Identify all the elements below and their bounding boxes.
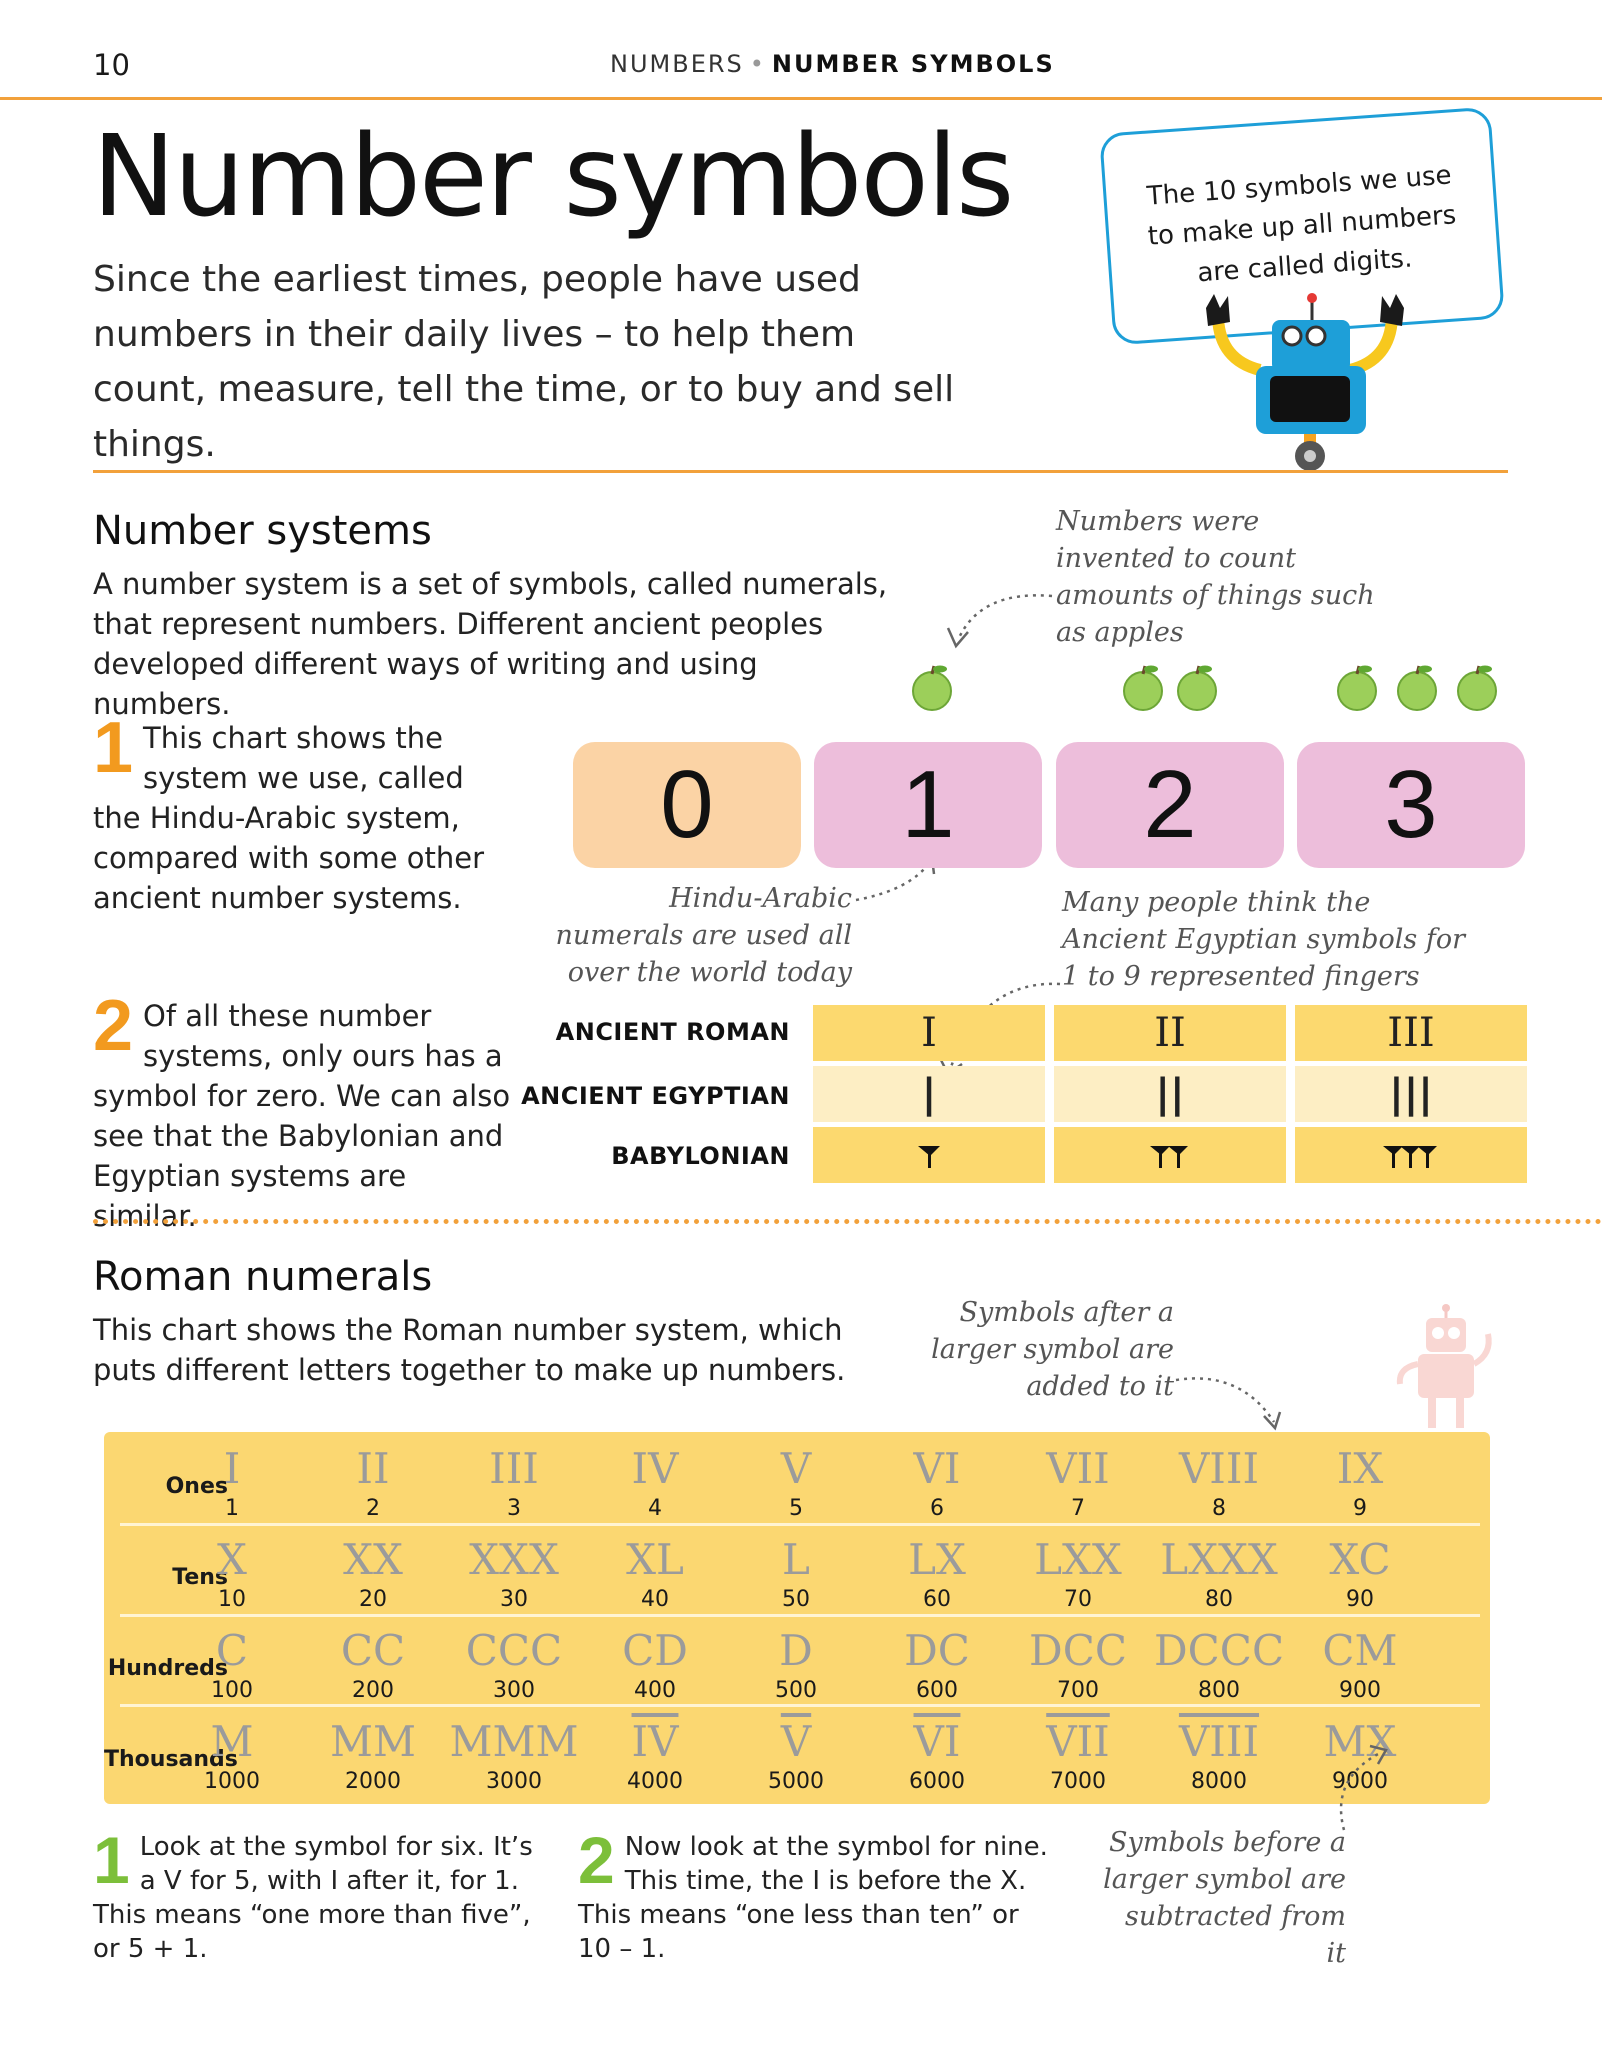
digit-card-three: 3 (1297, 742, 1525, 868)
roman-symbol: DC (904, 1626, 970, 1675)
roman-symbol: CM (1322, 1626, 1398, 1675)
roman-value: 90 (1346, 1587, 1374, 1612)
number-systems-text: A number system is a set of symbols, called numerals, that represent numbers. Different ancient peoples developed different ways of writing and using numbers. (93, 567, 888, 721)
note-symbols-before: Symbols before a larger symbol are subtracted from it (1103, 1827, 1346, 1969)
roman-symbol: $\overline{V}$ (780, 1717, 812, 1766)
roman-tip-2 (578, 1823, 1058, 1966)
roman-value: 4 (648, 1496, 662, 1521)
digit-card-zero: 0 (573, 742, 801, 868)
babylonian-one-icon (914, 1140, 944, 1170)
roman-row-label: Thousands (104, 1747, 238, 1772)
robot-callout-text: The 10 symbols we use to make up all numbers are called digits. (1145, 160, 1458, 289)
babylonian-cell (1054, 1127, 1286, 1183)
roman-symbol: CC (340, 1626, 406, 1675)
roman-value: 600 (916, 1678, 958, 1703)
roman-symbol: LXX (1034, 1535, 1122, 1584)
apple-icon (1392, 662, 1442, 712)
roman-value: 2 (366, 1496, 380, 1521)
dotted-divider (93, 1219, 1602, 1224)
babylonian-row (813, 1127, 1527, 1183)
roman-symbol: IX (1336, 1444, 1384, 1493)
roman-symbol: XC (1329, 1535, 1391, 1584)
roman-numerals-heading: Roman numerals (93, 1254, 433, 1300)
roman-row-label: Hundreds (107, 1656, 228, 1681)
row-divider (120, 1704, 1480, 1707)
roman-symbol: CD (622, 1626, 688, 1675)
number-systems-heading: Number systems (93, 508, 432, 554)
page-title: Number symbols (92, 112, 1013, 242)
arrow-after-icon (1170, 1370, 1290, 1440)
row-label-babylonian: BABYLONIAN (611, 1142, 790, 1170)
roman-symbol: XX (343, 1535, 403, 1584)
roman-symbol: MMM (449, 1717, 579, 1766)
roman-value: 5 (789, 1496, 803, 1521)
running-subsection: NUMBER SYMBOLS (771, 50, 1055, 78)
roman-symbol: $\overline{VI}$ (913, 1717, 961, 1766)
babylonian-three-icon (1381, 1140, 1441, 1170)
roman-tip-1 (93, 1823, 543, 1966)
egyptian-row (813, 1066, 1527, 1122)
roman-value: 100 (211, 1678, 253, 1703)
egyptian-cell: | (813, 1066, 1045, 1122)
roman-symbol: M (210, 1717, 254, 1766)
note-egyptian-fingers: Many people think the Ancient Egyptian symbols for 1 to 9 represented fingers (1062, 887, 1466, 992)
apple-icon (1332, 662, 1382, 712)
roman-symbol: CCC (465, 1626, 563, 1675)
row-divider (120, 1614, 1480, 1617)
roman-row-label: Ones (165, 1474, 228, 1499)
roman-value: 700 (1057, 1678, 1099, 1703)
roman-symbol: III (489, 1444, 539, 1493)
roman-value: 6 (930, 1496, 944, 1521)
roman-value: 4000 (627, 1769, 683, 1794)
tip-2-text: Now look at the symbol for nine. This time, the I is before the X. This means “one less than ten” or 10 – 1. (578, 1832, 1048, 1964)
roman-symbol: LX (908, 1535, 966, 1584)
apple-icon (907, 662, 957, 712)
roman-value: 9000 (1332, 1769, 1388, 1794)
roman-symbol: DCC (1029, 1626, 1127, 1675)
roman-symbol: VIII (1178, 1444, 1260, 1493)
roman-value: 7 (1071, 1496, 1085, 1521)
roman-value: 3000 (486, 1769, 542, 1794)
roman-value: 70 (1064, 1587, 1092, 1612)
roman-value: 9 (1353, 1496, 1367, 1521)
arrow-before-icon (1330, 1738, 1410, 1838)
roman-value: 200 (352, 1678, 394, 1703)
roman-symbol: $\overline{IV}$ (631, 1717, 679, 1766)
roman-cell: III (1295, 1005, 1527, 1061)
roman-value: 1000 (204, 1769, 260, 1794)
running-section: NUMBERS (610, 50, 744, 78)
tip-1-text: Look at the symbol for six. It’s a V for 5, with I after it, for 1. This means “one more than five”, or 5 + 1. (93, 1832, 533, 1964)
row-divider (120, 1523, 1480, 1526)
roman-value: 3 (507, 1496, 521, 1521)
egyptian-cell: || (1054, 1066, 1286, 1122)
roman-row-label: Tens (172, 1565, 228, 1590)
point-2-text: Of all these number systems, only ours has a symbol for zero. We can also see that the Babylonian and Egyptian systems are similar. (93, 999, 511, 1233)
roman-cell: II (1054, 1005, 1286, 1061)
roman-value: 20 (359, 1587, 387, 1612)
roman-symbol: D (779, 1626, 813, 1675)
roman-symbol: L (782, 1535, 810, 1584)
digit-card-two: 2 (1056, 742, 1284, 868)
row-label-egyptian: ANCIENT EGYPTIAN (521, 1082, 790, 1110)
roman-symbol: VII (1046, 1444, 1110, 1493)
intro-text: Since the earliest times, people have used numbers in their daily lives – to help them count, measure, tell the time, or to buy and sell things. (93, 259, 955, 465)
apple-icon (1172, 662, 1222, 712)
roman-value: 1 (225, 1496, 239, 1521)
roman-value: 5000 (768, 1769, 824, 1794)
roman-symbol: MM (329, 1717, 416, 1766)
point-2-number: 2 (93, 986, 134, 1066)
note-symbols-after: Symbols after a larger symbol are added to it (931, 1297, 1174, 1402)
roman-value: 40 (641, 1587, 669, 1612)
roman-value: 60 (923, 1587, 951, 1612)
roman-value: 7000 (1050, 1769, 1106, 1794)
roman-value: 8000 (1191, 1769, 1247, 1794)
row-label-roman: ANCIENT ROMAN (555, 1018, 790, 1046)
roman-value: 10 (218, 1587, 246, 1612)
babylonian-cell (1295, 1127, 1527, 1183)
roman-symbol: DCCC (1154, 1626, 1285, 1675)
roman-value: 300 (493, 1678, 535, 1703)
digit-card-one: 1 (814, 742, 1042, 868)
bullet-dot: • (749, 50, 766, 78)
roman-value: 30 (500, 1587, 528, 1612)
roman-symbol: X (217, 1535, 247, 1584)
babylonian-cell (813, 1127, 1045, 1183)
note-apples: Numbers were invented to count amounts of things such as apples (1056, 506, 1375, 648)
egyptian-cell: ||| (1295, 1066, 1527, 1122)
roman-symbol: VIII (1178, 1717, 1260, 1766)
roman-row (813, 1005, 1527, 1061)
faded-robot-icon (1392, 1304, 1502, 1436)
roman-symbol: IV (631, 1444, 679, 1493)
roman-value: 50 (782, 1587, 810, 1612)
point-1-number: 1 (93, 708, 134, 788)
roman-cell: I (813, 1005, 1045, 1061)
tip-1-number: 1 (93, 1823, 130, 1897)
roman-symbol: MX (1323, 1717, 1397, 1766)
apple-icon (1452, 662, 1502, 712)
roman-symbol: XXX (469, 1535, 559, 1584)
roman-value: 900 (1339, 1678, 1381, 1703)
tip-2-number: 2 (578, 1823, 615, 1897)
point-1-text: This chart shows the system we use, called the Hindu-Arabic system, compared with some other ancient number systems. (93, 721, 485, 915)
note-hindu-arabic: Hindu-Arabic numerals are used all over the world today (555, 883, 852, 988)
apple-icon (1118, 662, 1168, 712)
roman-value: 400 (634, 1678, 676, 1703)
roman-value: 80 (1205, 1587, 1233, 1612)
roman-symbol: II (356, 1444, 390, 1493)
roman-symbol: XL (626, 1535, 684, 1584)
babylonian-two-icon (1148, 1140, 1192, 1170)
roman-value: 8 (1212, 1496, 1226, 1521)
roman-symbol: V (780, 1444, 812, 1493)
roman-value: 6000 (909, 1769, 965, 1794)
roman-value: 800 (1198, 1678, 1240, 1703)
roman-symbol: LXXX (1160, 1535, 1278, 1584)
page-number: 10 (93, 48, 130, 82)
roman-symbol: I (223, 1444, 241, 1493)
roman-numerals-text: This chart shows the Roman number system, which puts different letters together to make up numbers. (93, 1313, 846, 1387)
roman-symbol: C (215, 1626, 249, 1675)
roman-symbol: $\overline{VII}$ (1046, 1717, 1110, 1766)
roman-symbol: VI (913, 1444, 961, 1493)
roman-value: 500 (775, 1678, 817, 1703)
roman-value: 2000 (345, 1769, 401, 1794)
